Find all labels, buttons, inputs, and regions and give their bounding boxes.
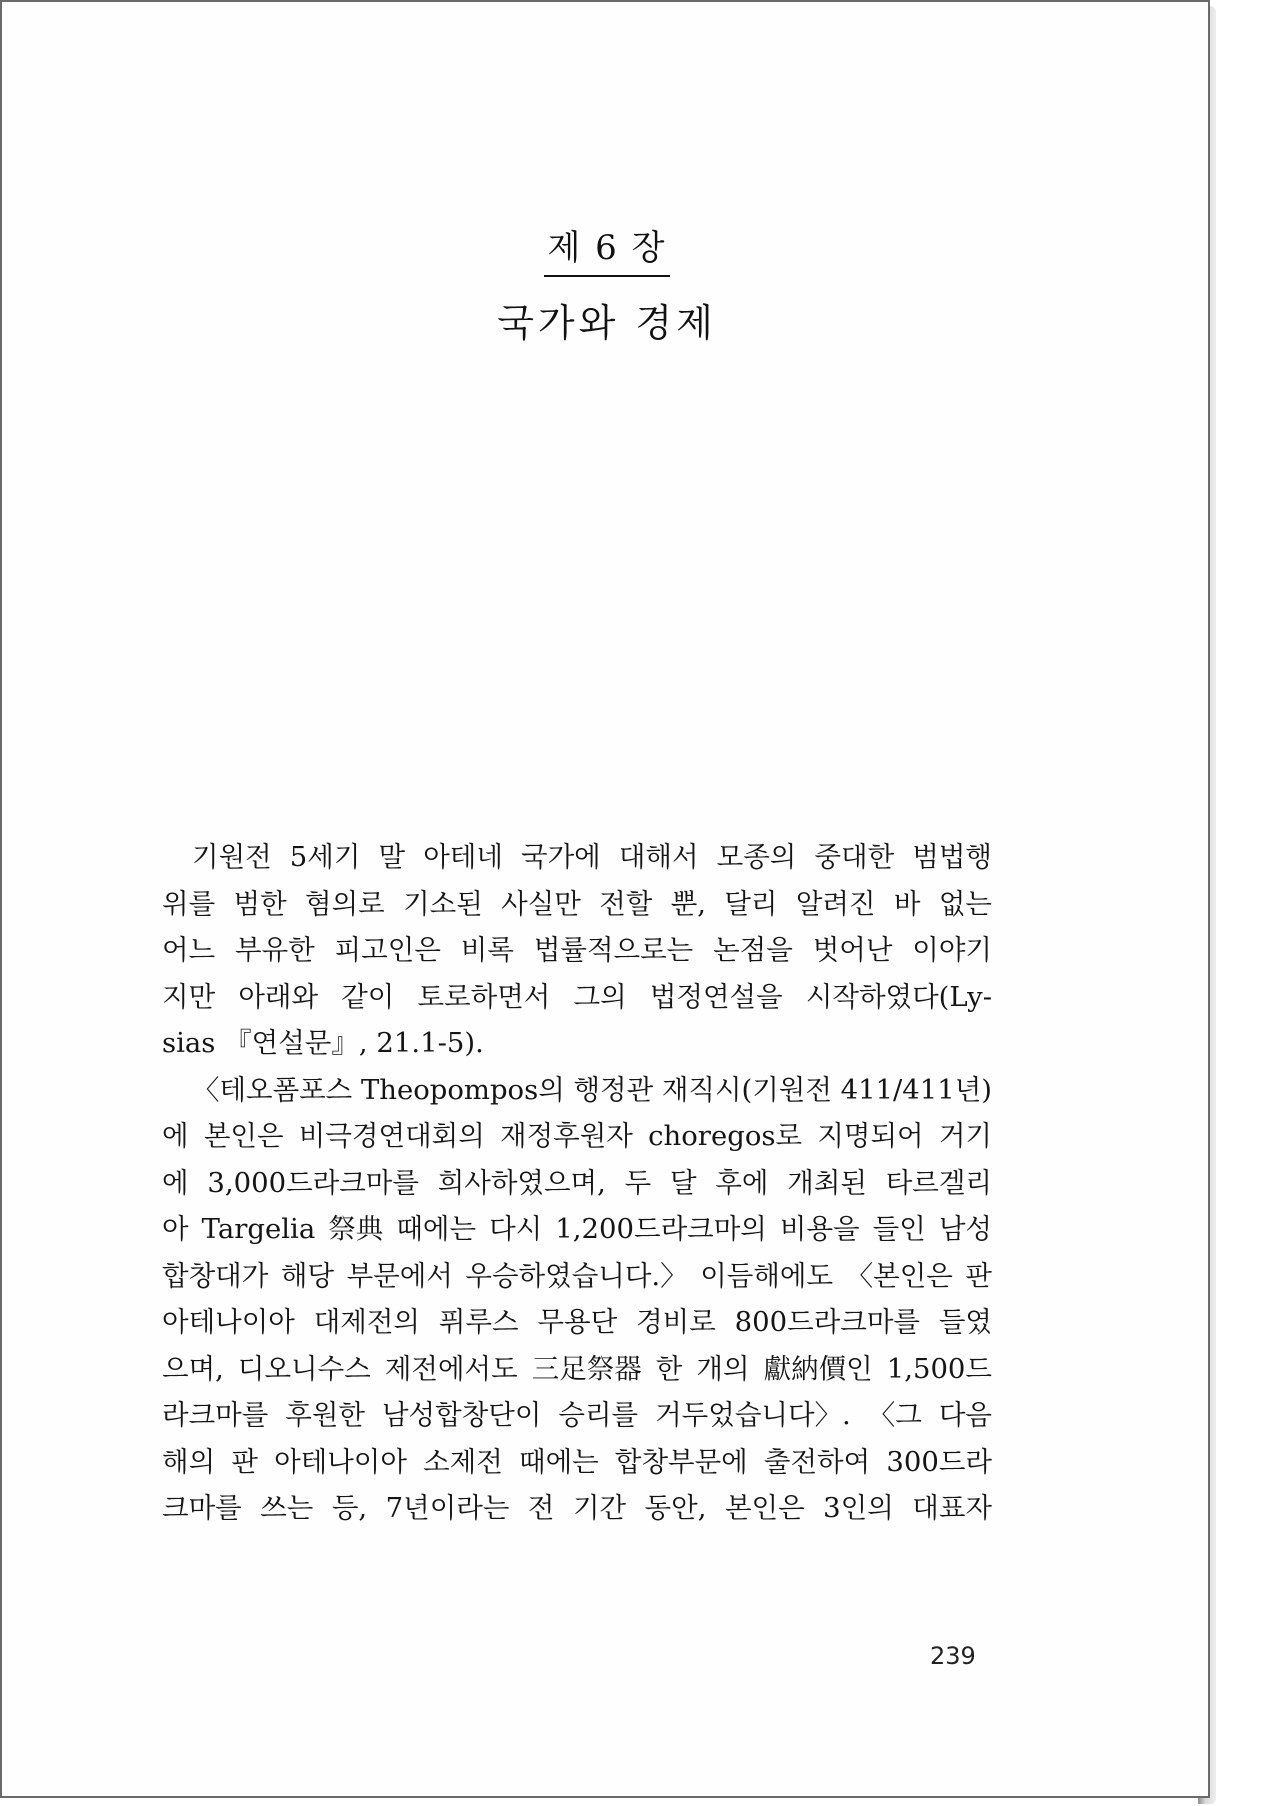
text-line: 지만 아래와 같이 토로하면서 그의 법정연설을 시작하였다(Ly-: [162, 980, 992, 1013]
text-line: sias 『연설문』, 21.1-5).: [162, 1027, 484, 1059]
text-line: 크마를 쓰는 등, 7년이라는 전 기간 동안, 본인은 3인의 대표자: [162, 1492, 992, 1524]
chapter-title: 국가와 경제: [497, 301, 717, 345]
text-line: 해의 판 아테나이아 소제전 때에는 합창부문에 출전하여 300드라: [162, 1445, 992, 1478]
text-line: 위를 범한 혐의로 기소된 사실만 전할 뿐, 달리 알려진 바 없는: [162, 887, 992, 920]
text-line: 아테나이아 대제전의 퓌루스 무용단 경비로 800드라크마를 들였: [162, 1306, 992, 1338]
chapter-number: [2, 220, 1212, 277]
page-number: 239: [930, 1642, 976, 1670]
text-line: 에 3,000드라크마를 희사하였으며, 두 달 후에 개최된 타르겔리: [162, 1166, 992, 1199]
text-line: 기원전 5세기 말 아테네 국가에 대해서 모종의 중대한 범법행: [192, 841, 992, 873]
text-line: 에 본인은 비극경연대회의 재정후원자 choregos로 지명되어 거기: [162, 1120, 992, 1152]
text-line: 합창대가 해당 부문에서 우승하였습니다.〉 이듬해에도 〈본인은 판: [162, 1259, 992, 1292]
chapter-number-label: 제 6 장: [544, 220, 671, 277]
text-line: 라크마를 후원한 남성합창단이 승리를 거두었습니다〉. 〈그 다음: [162, 1399, 992, 1431]
text-line: 〈테오폼포스 Theopompos의 행정관 재직시(기원전 411/411년): [192, 1073, 992, 1106]
text-line: 으며, 디오니수스 제전에서도 三足祭器 한 개의 獻納價인 1,500드: [162, 1352, 992, 1385]
text-line: 아 Targelia 祭典 때에는 다시 1,200드라크마의 비용을 들인 남성: [162, 1213, 992, 1245]
text-line: 어느 부유한 피고인은 비록 법률적으로는 논점을 벗어난 이야기: [162, 934, 992, 966]
body-text: [162, 834, 992, 1532]
